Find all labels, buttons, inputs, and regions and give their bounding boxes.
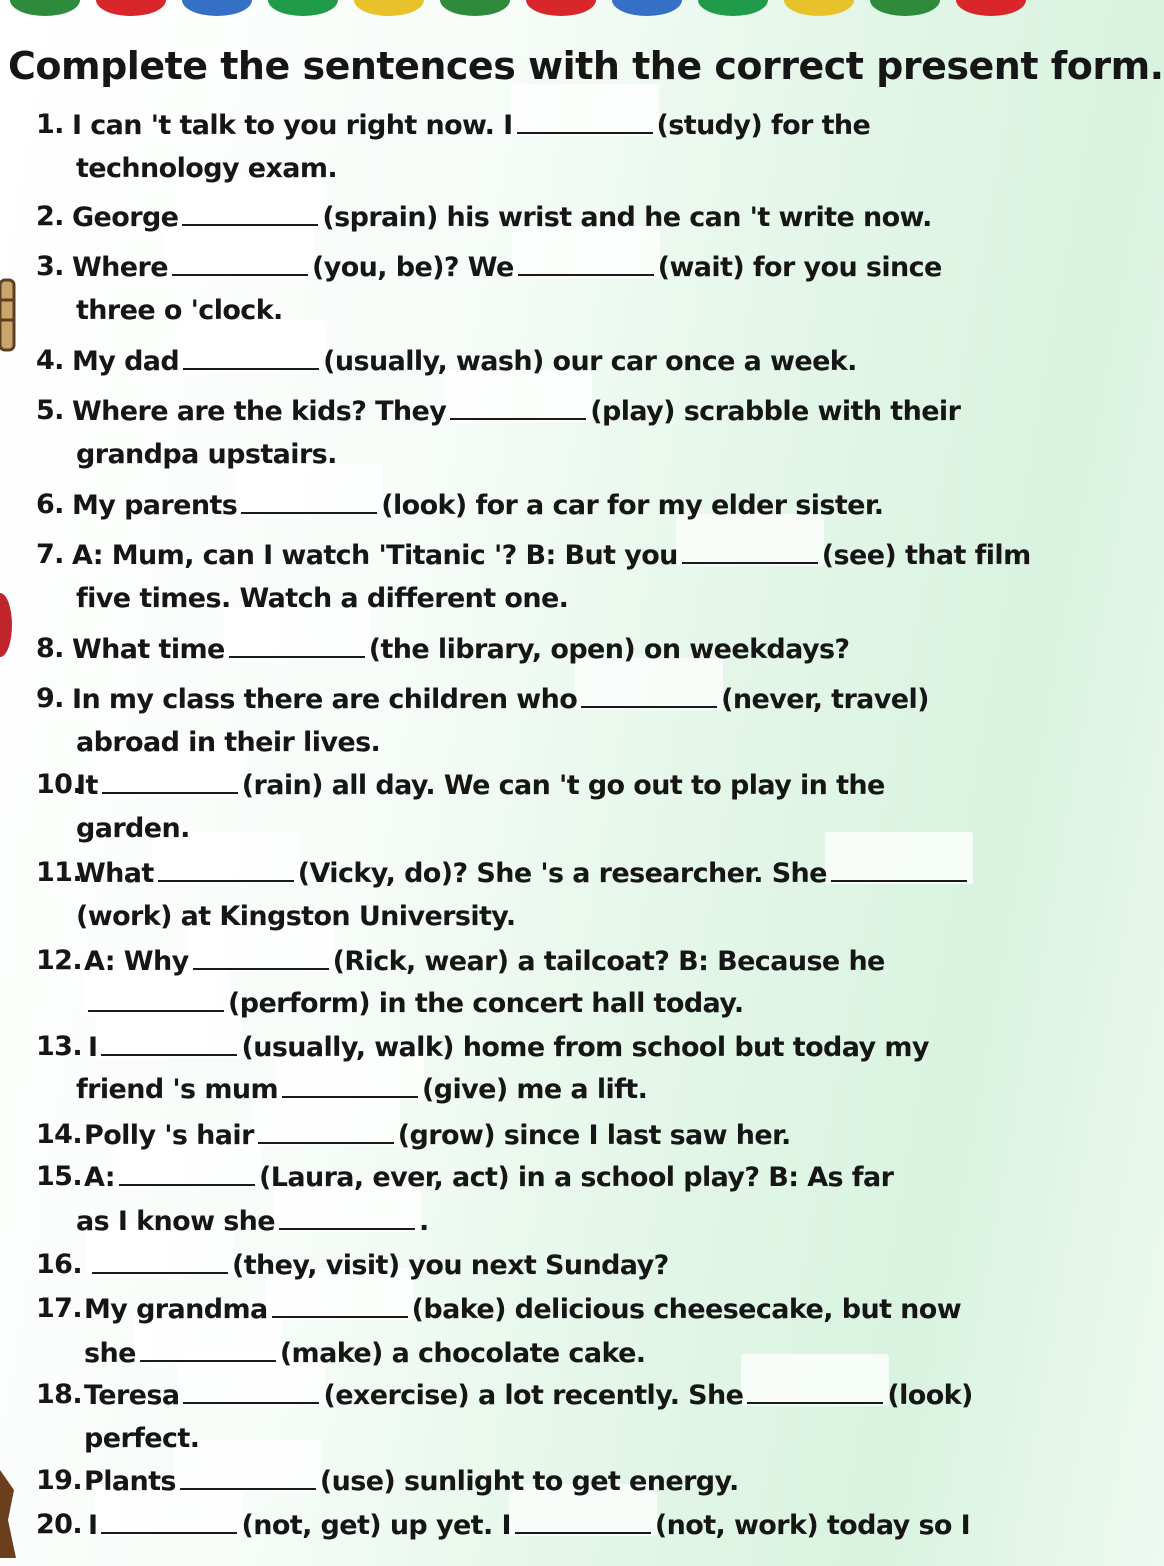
- item-number: 11.: [36, 857, 83, 888]
- sentence-text: [72, 250, 942, 285]
- sentence-fragment: (not, get) up yet. I: [241, 1510, 511, 1541]
- sentence-fragment: (Laura, ever, act) in a school play? B: As far: [259, 1162, 894, 1193]
- sentence-fragment: (rain) all day. We can 't go out to play in the: [241, 770, 885, 801]
- sentence-fragment: My grandma: [84, 1294, 268, 1325]
- side-clipart-top: [0, 270, 22, 360]
- answer-blank[interactable]: [119, 1160, 255, 1186]
- sentence-fragment: (not, work) today so I: [654, 1510, 971, 1541]
- answer-blank[interactable]: [517, 108, 653, 134]
- answer-blank[interactable]: [183, 1378, 319, 1404]
- item-number: 7.: [36, 539, 64, 570]
- header-decor-shape: [268, 0, 338, 16]
- sentence-text: [84, 986, 744, 1021]
- header-decor-shape: [956, 0, 1026, 16]
- sentence-text: [72, 200, 932, 235]
- sentence-text: [76, 812, 190, 846]
- sentence-fragment: technology exam.: [76, 153, 338, 184]
- item-number: 6.: [36, 489, 64, 520]
- item-number: 13.: [36, 1031, 83, 1062]
- answer-blank[interactable]: [282, 1072, 418, 1098]
- header-decor-shape: [784, 0, 854, 16]
- sentence-text: [76, 856, 971, 891]
- item-number: 10.: [36, 769, 83, 800]
- sentence-fragment: A:: [84, 1162, 115, 1193]
- item-number: 4.: [36, 345, 64, 376]
- sentence-text: [76, 726, 380, 760]
- sentence-fragment: Where: [72, 252, 168, 283]
- answer-blank[interactable]: [581, 682, 717, 708]
- sentence-fragment: five times. Watch a different one.: [76, 583, 569, 614]
- answer-blank[interactable]: [450, 394, 586, 420]
- item-number: 8.: [36, 633, 64, 664]
- sentence-fragment: My parents: [72, 490, 238, 521]
- sentence-fragment: she: [84, 1338, 136, 1369]
- header-decor-shape: [354, 0, 424, 16]
- sentence-text: [84, 1160, 893, 1195]
- sentence-fragment: abroad in their lives.: [76, 727, 381, 758]
- answer-blank[interactable]: [102, 768, 238, 794]
- sentence-text: [84, 1292, 961, 1327]
- answer-blank[interactable]: [258, 1118, 394, 1144]
- sentence-fragment: What time: [72, 634, 225, 665]
- item-number: 5.: [36, 395, 64, 426]
- answer-blank[interactable]: [241, 488, 377, 514]
- sentence-fragment: It: [76, 770, 98, 801]
- sentence-text: [76, 768, 885, 803]
- sentence-text: [88, 1030, 929, 1065]
- answer-blank[interactable]: [193, 944, 329, 970]
- answer-blank[interactable]: [229, 632, 365, 658]
- header-decoration: [0, 0, 1024, 20]
- sentence-text: [84, 1378, 973, 1413]
- answer-blank[interactable]: [92, 1248, 228, 1274]
- sentence-fragment: garden.: [76, 813, 190, 844]
- sentence-text: [84, 1464, 739, 1499]
- sentence-text: [88, 1248, 669, 1283]
- sentence-fragment: (work) at Kingston University.: [76, 901, 516, 932]
- sentence-fragment: (the library, open) on weekdays?: [368, 634, 850, 665]
- sentence-text: [72, 538, 1031, 573]
- sentence-fragment: (usually, wash) our car once a week.: [323, 346, 857, 377]
- sentence-text: [72, 344, 857, 379]
- item-number: 16.: [36, 1249, 83, 1280]
- sentence-fragment: I: [88, 1032, 98, 1063]
- item-number: 17.: [36, 1293, 83, 1324]
- answer-blank[interactable]: [279, 1204, 415, 1230]
- sentence-fragment: (play) scrabble with their: [590, 396, 961, 427]
- sentence-fragment: George: [72, 202, 179, 233]
- sentence-text: [84, 1336, 645, 1371]
- sentence-fragment: (wait) for you since: [657, 252, 942, 283]
- sentence-fragment: (look) for a car for my elder sister.: [381, 490, 884, 521]
- sentence-fragment: three o 'clock.: [76, 295, 283, 326]
- sentence-text: [88, 1508, 970, 1543]
- sentence-fragment: (usually, walk) home from school but today my: [241, 1032, 929, 1063]
- header-decor-shape: [10, 0, 80, 16]
- item-number: 1.: [36, 109, 64, 140]
- answer-blank[interactable]: [831, 856, 967, 882]
- header-decor-shape: [870, 0, 940, 16]
- header-decor-shape: [698, 0, 768, 16]
- sentence-fragment: I: [88, 1510, 98, 1541]
- sentence-text: [76, 582, 568, 616]
- item-number: 14.: [36, 1119, 83, 1150]
- answer-blank[interactable]: [515, 1508, 651, 1534]
- sentence-fragment: perfect.: [84, 1423, 200, 1454]
- sentence-text: [76, 152, 337, 186]
- header-decor-shape: [182, 0, 252, 16]
- answer-blank[interactable]: [158, 856, 294, 882]
- sentence-text: [72, 682, 929, 717]
- answer-blank[interactable]: [518, 250, 654, 276]
- sentence-fragment: (make) a chocolate cake.: [279, 1338, 646, 1369]
- sentence-fragment: as I know she: [76, 1206, 276, 1237]
- sentence-fragment: A: Mum, can I watch 'Titanic '? B: But you: [72, 540, 678, 571]
- header-decor-shape: [440, 0, 510, 16]
- sentence-fragment: .: [419, 1206, 429, 1237]
- item-number: 2.: [36, 201, 64, 232]
- sentence-fragment: In my class there are children who: [72, 684, 578, 715]
- header-decor-shape: [96, 0, 166, 16]
- sentence-fragment: grandpa upstairs.: [76, 439, 337, 470]
- answer-blank[interactable]: [682, 538, 818, 564]
- sentence-text: [72, 488, 883, 523]
- sentence-fragment: (Vicky, do)? She 's a researcher. She: [297, 858, 827, 889]
- answer-blank[interactable]: [747, 1378, 883, 1404]
- answer-blank[interactable]: [180, 1464, 316, 1490]
- sentence-fragment: Where are the kids? They: [72, 396, 447, 427]
- answer-blank[interactable]: [183, 344, 319, 370]
- sentence-fragment: (they, visit) you next Sunday?: [232, 1250, 669, 1281]
- worksheet-title: Complete the sentences with the correct present form.: [8, 44, 1164, 88]
- sentence-fragment: (study) for the: [656, 110, 871, 141]
- sentence-fragment: (you, be)? We: [311, 252, 514, 283]
- sentence-fragment: Plants: [84, 1466, 176, 1497]
- sentence-text: [76, 1204, 429, 1239]
- sentence-fragment: What: [76, 858, 154, 889]
- item-number: 19.: [36, 1465, 83, 1496]
- side-clipart-red: [0, 590, 16, 660]
- answer-blank[interactable]: [172, 250, 308, 276]
- sentence-text: [84, 1118, 791, 1153]
- sentence-fragment: (look): [887, 1380, 973, 1411]
- sentence-fragment: (sprain) his wrist and he can 't write now.: [322, 202, 932, 233]
- item-number: 9.: [36, 683, 64, 714]
- answer-blank[interactable]: [182, 200, 318, 226]
- sentence-fragment: (perform) in the concert hall today.: [228, 988, 744, 1019]
- answer-blank[interactable]: [140, 1336, 276, 1362]
- sentence-text: [72, 632, 849, 667]
- sentence-fragment: (Rick, wear) a tailcoat? B: Because he: [332, 946, 885, 977]
- sentence-fragment: (grow) since I last saw her.: [397, 1120, 791, 1151]
- item-number: 15.: [36, 1161, 83, 1192]
- sentence-fragment: (exercise) a lot recently. She: [323, 1380, 744, 1411]
- sentence-fragment: Polly 's hair: [84, 1120, 254, 1151]
- sentence-fragment: I can 't talk to you right now. I: [72, 110, 513, 141]
- sentence-fragment: Teresa: [84, 1380, 180, 1411]
- sentence-fragment: A: Why: [84, 946, 189, 977]
- sentence-text: [76, 294, 283, 328]
- sentence-text: [76, 900, 515, 934]
- answer-blank[interactable]: [88, 986, 224, 1012]
- item-number: 20.: [36, 1509, 83, 1540]
- header-decor-shape: [526, 0, 596, 16]
- sentence-fragment: (use) sunlight to get energy.: [319, 1466, 739, 1497]
- answer-blank[interactable]: [272, 1292, 408, 1318]
- header-decor-shape: [612, 0, 682, 16]
- side-clipart-bottom: [0, 1460, 22, 1560]
- sentence-fragment: (see) that film: [821, 540, 1031, 571]
- sentence-fragment: (never, travel): [721, 684, 929, 715]
- sentence-fragment: (bake) delicious cheesecake, but now: [411, 1294, 962, 1325]
- sentence-fragment: My dad: [72, 346, 180, 377]
- sentence-text: [84, 944, 885, 979]
- answer-blank[interactable]: [101, 1508, 237, 1534]
- sentence-fragment: friend 's mum: [76, 1074, 279, 1105]
- sentence-fragment: (give) me a lift.: [422, 1074, 648, 1105]
- item-number: 18.: [36, 1379, 83, 1410]
- sentence-text: [72, 394, 960, 429]
- answer-blank[interactable]: [101, 1030, 237, 1056]
- sentence-text: [76, 1072, 647, 1107]
- sentence-text: [76, 438, 337, 472]
- item-number: 12.: [36, 945, 83, 976]
- sentence-text: [84, 1422, 199, 1456]
- sentence-text: [72, 108, 870, 143]
- item-number: 3.: [36, 251, 64, 282]
